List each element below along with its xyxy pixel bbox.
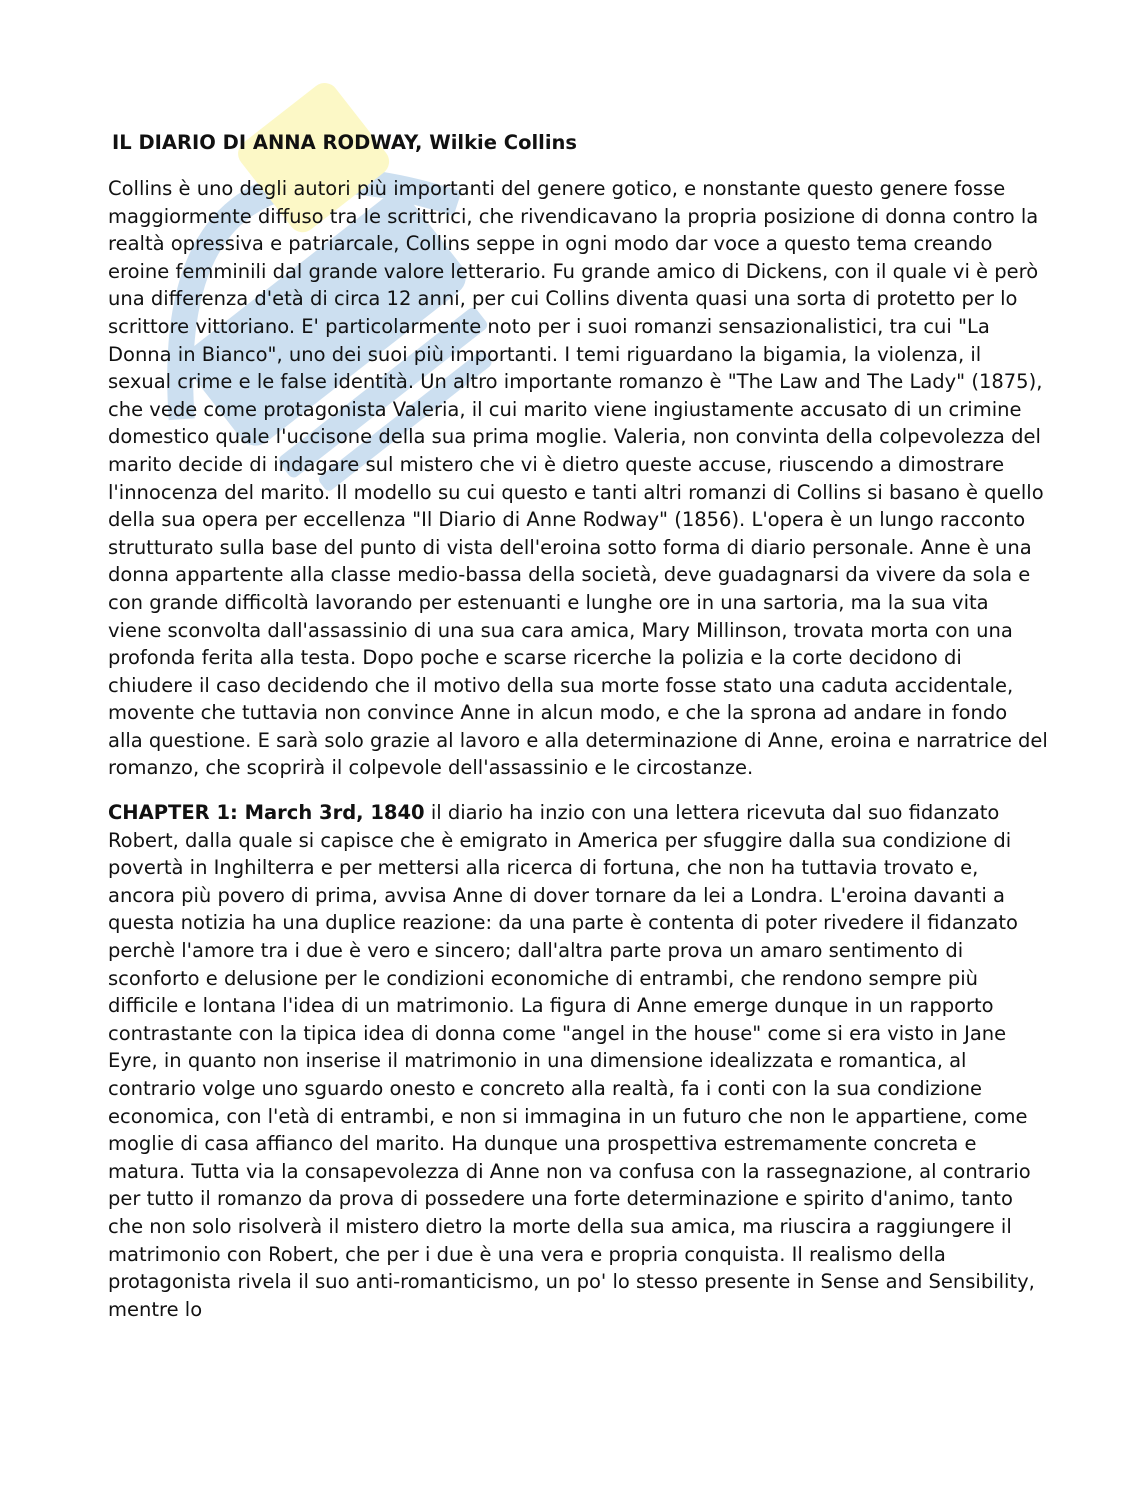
paragraph-chapter-1	[108, 799, 1048, 1323]
paragraph-text: Collins è uno degli autori più importanti del genere gotico, e nonstante questo genere fosse maggiormente diffuso tra le scrittrici, che rivendicavano la propria posizione di donna contro la realtà opressiva e patriarcale, Collins seppe in ogni modo dar voce a questo tema creando eroine femminili dal grande valore letterario. Fu grande amico di Dickens, con il quale vi è però una differenza d'età di circa 12 anni, per cui Collins diventa quasi una sorta di protetto per lo scrittore vittoriano. E' particolarmente noto per i suoi romanzi sensazionalistici, tra cui "La Donna in Bianco", uno dei suoi più importanti. I temi riguardano la bigamia, la violenza, il sexual crime e le false identità. Un altro importante romanzo è "The Law and The Lady" (1875), che vede come protagonista Valeria, il cui marito viene ingiustamente accusato di un crimine domestico quale l'uccisone della sua prima moglie. Valeria, non convinta della colpevolezza del marito decide di indagare sul mistero che vi è dietro queste accuse, riuscendo a dimostrare l'innocenza del marito. Il modello su cui questo e tanti altri romanzi di Collins si basano è quello della sua opera per eccellenza "Il Diario di Anne Rodway" (1856). L'opera è un lungo racconto strutturato sulla base del punto di vista dell'eroina sotto forma di diario personale. Anne è una donna appartente alla classe medio-bassa della società, deve guadagnarsi da vivere da sola e con grande difficoltà lavorando per estenuanti e lunghe ore in una sartoria, ma la sua vita viene sconvolta dall'assassinio di una sua cara amica, Mary Millinson, trovata morta con una profonda ferita alla testa. Dopo poche e scarse ricerche la polizia e la corte decidono di chiudere il caso decidendo che il motivo della sua morte fosse stato una caduta accidentale, movente che tuttavia non convince Anne in alcun modo, e che la sprona ad andare in fondo alla questione. E sarà solo grazie al lavoro e alla determinazione di Anne, eroina e narratrice del romanzo, che scoprirà il colpevole dell'assassinio e le circostanze.	[108, 177, 1048, 780]
document-title: IL DIARIO DI ANNA RODWAY, Wilkie Collins	[112, 131, 578, 154]
document-body	[108, 128, 1048, 1340]
paragraph-text: il diario ha inzio con una lettera ricevuta dal suo fidanzato Robert, dalla quale si capisce che è emigrato in America per sfuggire dalla sua condizione di povertà in Inghilterra e per mettersi alla ricerca di fortuna, che non ha tuttavia trovato e, ancora più povero di prima, avvisa Anne di dover tornare da lei a Londra. L'eroina davanti a questa notizia ha una duplice reazione: da una parte è contenta di poter rivedere il fidanzato perchè l'amore tra i due è vero e sincero; dall'altra parte prova un amaro sentimento di sconforto e delusione per le condizioni economiche di entrambi, che rendono sempre più difficile e lontana l'idea di un matrimonio. La figura di Anne emerge dunque in un rapporto contrastante con la tipica idea di donna come "angel in the house" come si era visto in Jane Eyre, in quanto non inserise il matrimonio in una dimensione idealizzata e romantica, al contrario volge uno sguardo onesto e concreto alla realtà, fa i conti con la sua condizione economica, con l'età di entrambi, e non si immagina in un futuro che non le appartiene, come moglie di casa affianco del marito. Ha dunque una prospettiva estremamente concreta e matura. Tutta via la consapevolezza di Anne non va confusa con la rassegnazione, al contrario per tutto il romanzo da prova di possedere una forte determinazione e spirito d'animo, tanto che non solo risolverà il mistero dietro la morte della sua amica, ma riuscira a raggiungere il matrimonio con Robert, che per i due è una vera e propria conquista. Il realismo della protagonista rivela il suo anti-romanticismo, un po' lo stesso presente in Sense and Sensibility, mentre lo	[108, 801, 1035, 1321]
paragraph-introduction	[108, 175, 1048, 782]
chapter-heading: CHAPTER 1: March 3rd, 1840	[108, 801, 425, 825]
